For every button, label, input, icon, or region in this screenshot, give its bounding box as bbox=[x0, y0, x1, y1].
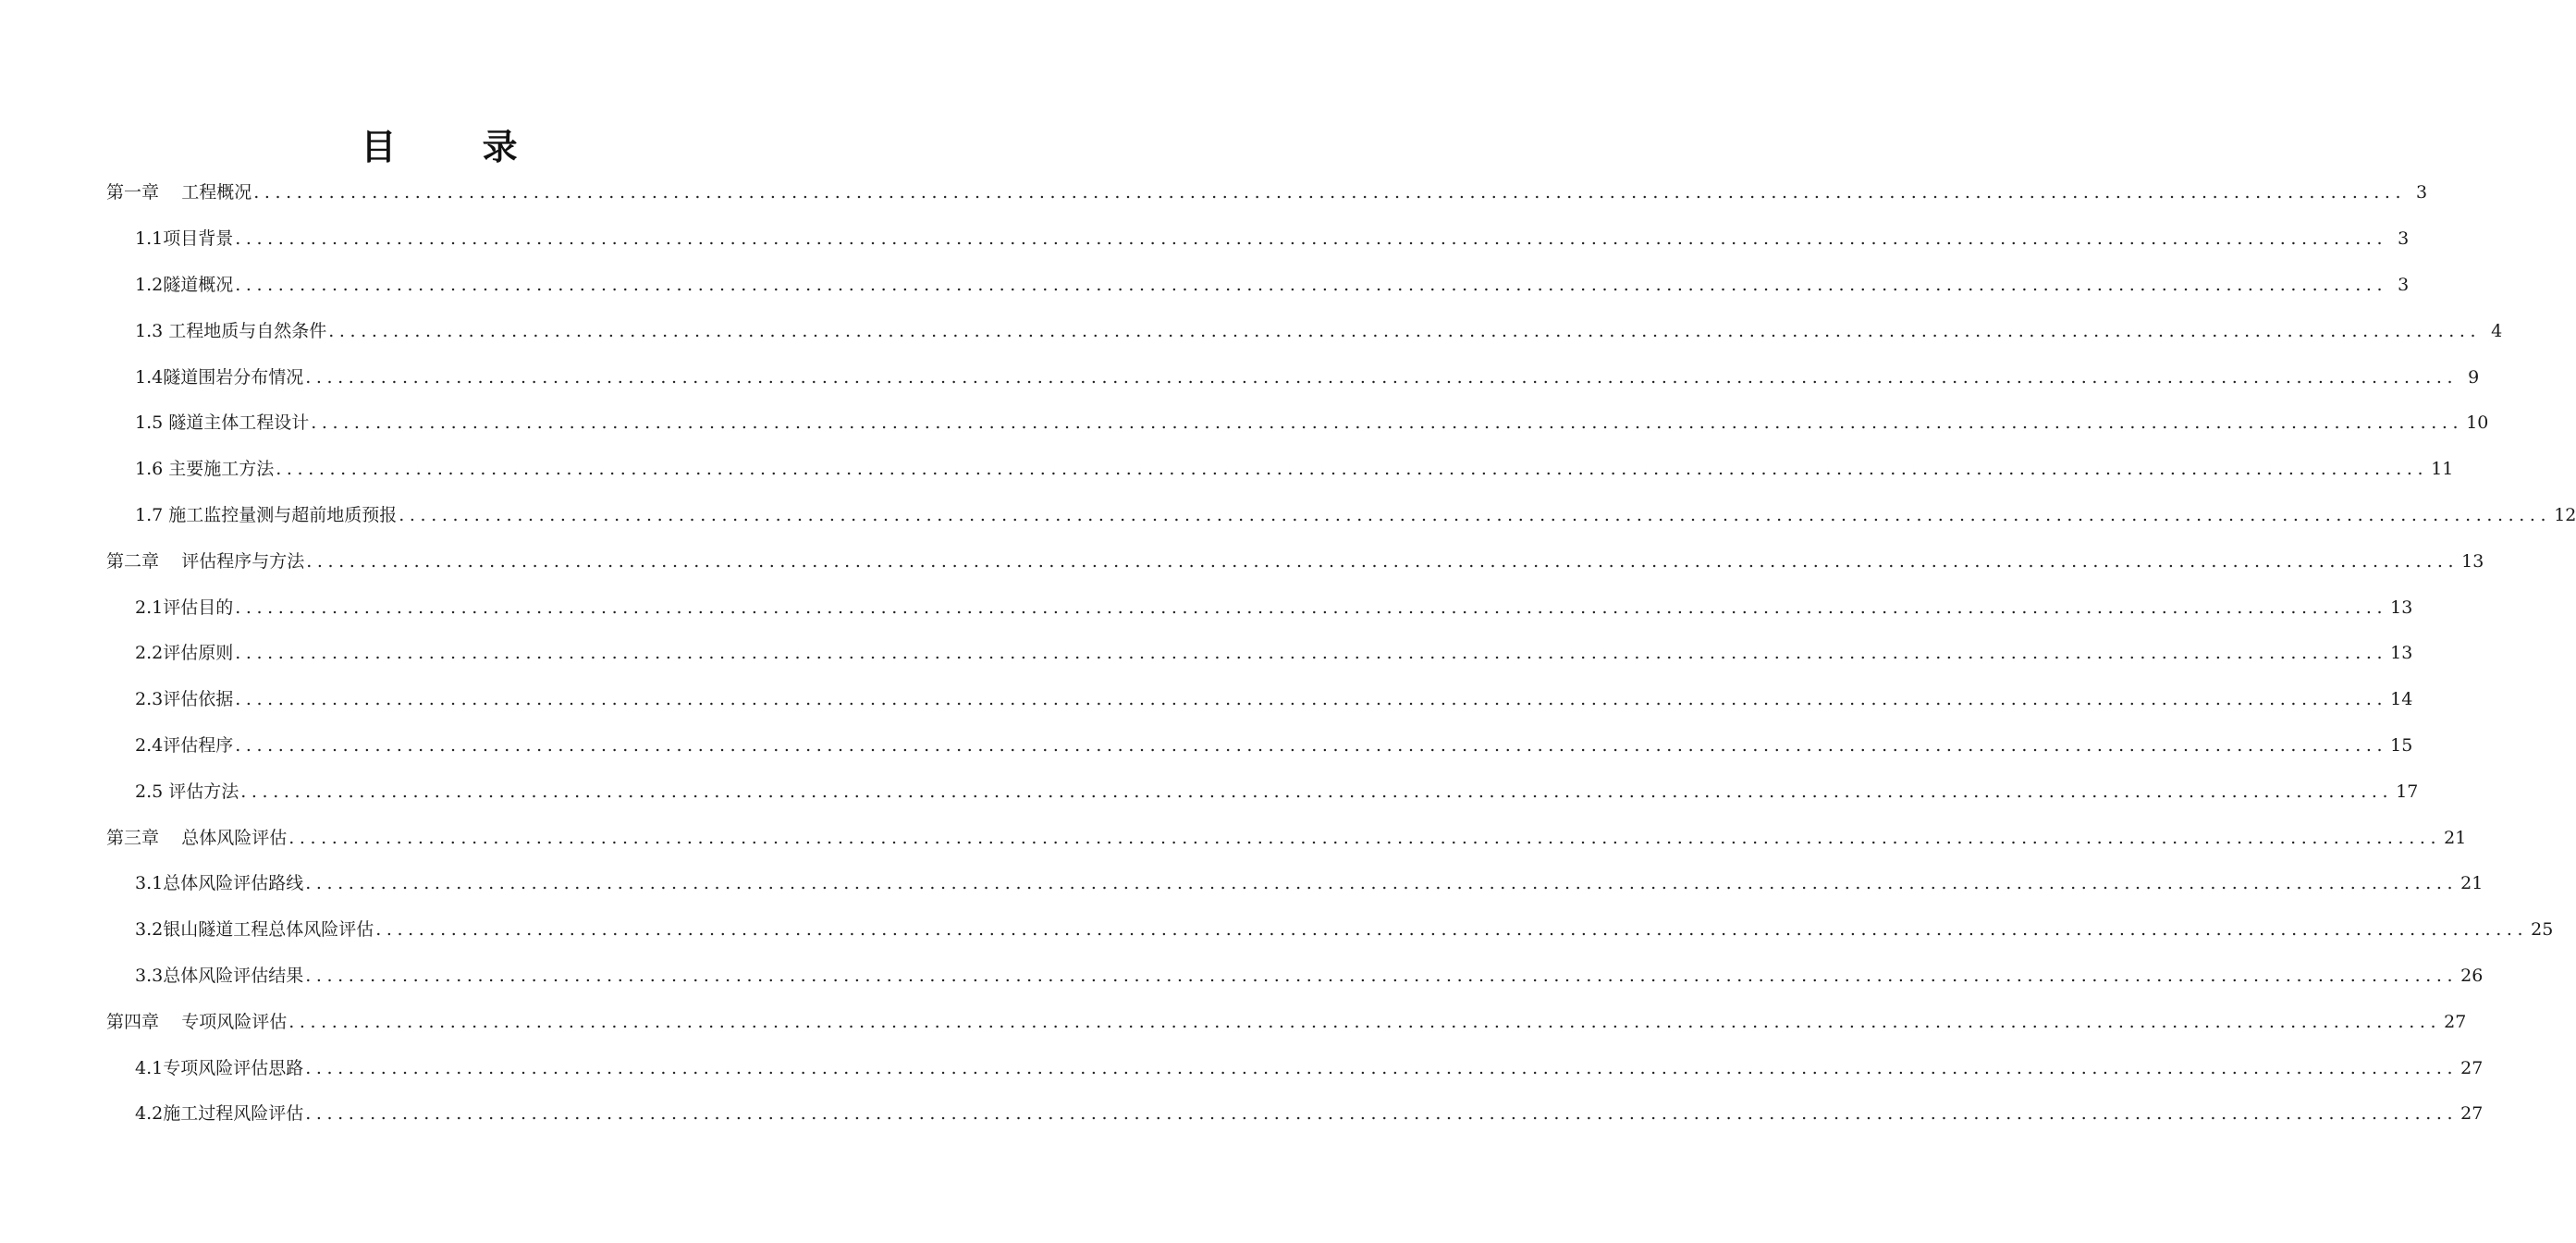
toc-page-number: 17 bbox=[2396, 781, 2419, 802]
toc-page-number: 21 bbox=[2460, 873, 2484, 894]
toc-section-row[interactable] bbox=[0, 263, 2410, 309]
toc-chapter-row[interactable] bbox=[0, 815, 2467, 861]
toc-entry-number: 1.2 bbox=[135, 274, 164, 295]
toc-page-number: 3 bbox=[2416, 182, 2428, 203]
toc-page-number: 9 bbox=[2468, 366, 2480, 388]
toc-entry-label: 评估依据 bbox=[163, 689, 234, 710]
toc-section-row[interactable] bbox=[0, 585, 2413, 631]
toc-dot-leader: ........................................................................................................................................................................................................ bbox=[235, 734, 2388, 756]
toc-entry-number: 2.4 bbox=[135, 734, 164, 756]
toc-entry-number: 1.1 bbox=[135, 228, 164, 250]
toc-entry-label: 专项风险评估 bbox=[181, 1011, 288, 1032]
toc-entry-number: 2.2 bbox=[135, 643, 164, 664]
toc-entry-label: 主要施工方法 bbox=[168, 459, 275, 480]
toc-dot-leader: ........................................................................................................................................................................................................ bbox=[311, 412, 2464, 434]
toc-entry-separator bbox=[159, 1014, 181, 1031]
toc-entry-label: 银山隧道工程总体风险评估 bbox=[163, 919, 374, 941]
toc-section-row[interactable] bbox=[0, 308, 2503, 354]
toc-chapter-row[interactable] bbox=[0, 170, 2428, 216]
toc-entry-label: 总体风险评估 bbox=[181, 827, 288, 848]
toc-page-number: 3 bbox=[2398, 274, 2410, 295]
toc-entry-number: 2.5 bbox=[135, 781, 164, 802]
toc-entry-label: 施工过程风险评估 bbox=[163, 1103, 304, 1125]
toc-entry-label: 评估方法 bbox=[168, 781, 239, 802]
toc-section-row[interactable] bbox=[0, 447, 2454, 493]
toc-entry-number: 3.2 bbox=[135, 919, 164, 941]
toc-entry-separator bbox=[159, 184, 181, 202]
toc-section-row[interactable] bbox=[0, 216, 2410, 263]
toc-page-number: 25 bbox=[2531, 919, 2554, 941]
toc-section-row[interactable] bbox=[0, 677, 2413, 723]
toc-dot-leader: ........................................................................................................................................................................................................ bbox=[235, 274, 2388, 295]
toc-entry-label: 项目背景 bbox=[163, 228, 234, 250]
toc-entry-label: 总体风险评估结果 bbox=[163, 965, 304, 986]
toc-chapter-row[interactable] bbox=[0, 538, 2484, 585]
toc-section-row[interactable] bbox=[0, 631, 2413, 677]
toc-entry-number: 第三章 bbox=[106, 827, 160, 848]
toc-entry-number: 2.3 bbox=[135, 689, 164, 710]
toc-page-number: 4 bbox=[2491, 320, 2503, 341]
toc-dot-leader: ........................................................................................................................................................................................................ bbox=[305, 873, 2459, 894]
toc-entry-number: 第一章 bbox=[106, 182, 160, 203]
toc-entry-number: 第四章 bbox=[106, 1011, 160, 1032]
toc-dot-leader: ........................................................................................................................................................................................................ bbox=[288, 1011, 2442, 1032]
toc-dot-leader: ........................................................................................................................................................................................................ bbox=[305, 965, 2459, 986]
toc-section-row[interactable] bbox=[0, 493, 2576, 539]
toc-entry-number: 1.5 bbox=[135, 412, 164, 434]
toc-section-row[interactable] bbox=[0, 723, 2413, 769]
toc-entry-number: 4.1 bbox=[135, 1057, 164, 1078]
toc-dot-leader: ........................................................................................................................................................................................................ bbox=[305, 366, 2459, 388]
toc-page-number: 3 bbox=[2398, 228, 2410, 250]
toc-entry-number: 1.4 bbox=[135, 366, 164, 388]
toc-entry-label: 专项风险评估思路 bbox=[163, 1057, 304, 1078]
toc-page-number: 27 bbox=[2460, 1057, 2484, 1078]
toc-page-number: 15 bbox=[2390, 734, 2413, 756]
toc-entry-label: 评估程序与方法 bbox=[181, 550, 305, 572]
toc-chapter-row[interactable] bbox=[0, 999, 2467, 1045]
toc-entry-number: 3.1 bbox=[135, 873, 164, 894]
toc-dot-leader: ........................................................................................................................................................................................................ bbox=[235, 228, 2388, 250]
toc-page-number: 26 bbox=[2460, 965, 2484, 986]
toc-section-row[interactable] bbox=[0, 354, 2480, 400]
toc-dot-leader: ........................................................................................................................................................................................................ bbox=[276, 459, 2429, 480]
toc-page-number: 14 bbox=[2390, 689, 2413, 710]
toc-section-row[interactable] bbox=[0, 1091, 2484, 1138]
toc-page-number: 11 bbox=[2431, 459, 2454, 480]
toc-page-number: 21 bbox=[2444, 827, 2467, 848]
toc-entry-number: 1.3 bbox=[135, 320, 164, 341]
toc-entry-separator bbox=[159, 553, 181, 571]
toc-dot-leader: ........................................................................................................................................................................................................ bbox=[253, 182, 2407, 203]
toc-dot-leader: ........................................................................................................................................................................................................ bbox=[305, 1103, 2459, 1125]
toc-dot-leader: ........................................................................................................................................................................................................ bbox=[328, 320, 2482, 341]
toc-page-number: 27 bbox=[2444, 1011, 2467, 1032]
toc-page-number: 12 bbox=[2554, 504, 2576, 525]
toc-entry-number: 1.7 bbox=[135, 504, 164, 525]
table-of-contents bbox=[0, 170, 2576, 1138]
page-title: 目 录 bbox=[361, 127, 555, 167]
toc-entry-number: 3.3 bbox=[135, 965, 164, 986]
toc-section-row[interactable] bbox=[0, 954, 2484, 1000]
toc-section-row[interactable] bbox=[0, 1045, 2484, 1091]
toc-entry-label: 总体风险评估路线 bbox=[163, 873, 304, 894]
toc-page-number: 13 bbox=[2390, 597, 2413, 618]
toc-dot-leader: ........................................................................................................................................................................................................ bbox=[306, 550, 2459, 572]
toc-entry-label: 评估目的 bbox=[163, 597, 234, 618]
toc-dot-leader: ........................................................................................................................................................................................................ bbox=[240, 781, 2394, 802]
toc-entry-separator bbox=[159, 830, 181, 847]
toc-dot-leader: ........................................................................................................................................................................................................ bbox=[235, 689, 2388, 710]
toc-page-number: 13 bbox=[2461, 550, 2484, 572]
toc-page-number: 10 bbox=[2466, 412, 2489, 434]
toc-entry-label: 工程地质与自然条件 bbox=[168, 320, 327, 341]
toc-page-number: 13 bbox=[2390, 643, 2413, 664]
toc-entry-label: 隧道围岩分布情况 bbox=[163, 366, 304, 388]
toc-entry-number: 4.2 bbox=[135, 1103, 164, 1125]
toc-entry-label: 工程概况 bbox=[181, 182, 252, 203]
toc-entry-label: 隧道主体工程设计 bbox=[168, 412, 310, 434]
toc-dot-leader: ........................................................................................................................................................................................................ bbox=[305, 1057, 2459, 1078]
toc-section-row[interactable] bbox=[0, 861, 2484, 907]
toc-dot-leader: ........................................................................................................................................................................................................ bbox=[399, 504, 2552, 525]
toc-section-row[interactable] bbox=[0, 769, 2419, 815]
toc-dot-leader: ........................................................................................................................................................................................................ bbox=[235, 643, 2388, 664]
toc-section-row[interactable] bbox=[0, 907, 2554, 954]
toc-entry-number: 第二章 bbox=[106, 550, 160, 572]
toc-dot-leader: ........................................................................................................................................................................................................ bbox=[288, 827, 2442, 848]
toc-entry-number: 1.6 bbox=[135, 459, 164, 480]
toc-entry-label: 隧道概况 bbox=[163, 274, 234, 295]
toc-dot-leader: ........................................................................................................................................................................................................ bbox=[235, 597, 2388, 618]
toc-entry-number: 2.1 bbox=[135, 597, 164, 618]
toc-dot-leader: ........................................................................................................................................................................................................ bbox=[375, 919, 2529, 941]
toc-entry-label: 评估程序 bbox=[163, 734, 234, 756]
toc-section-row[interactable] bbox=[0, 400, 2489, 447]
toc-page-number: 27 bbox=[2460, 1103, 2484, 1125]
toc-entry-label: 评估原则 bbox=[163, 643, 234, 664]
toc-entry-label: 施工监控量测与超前地质预报 bbox=[168, 504, 398, 525]
